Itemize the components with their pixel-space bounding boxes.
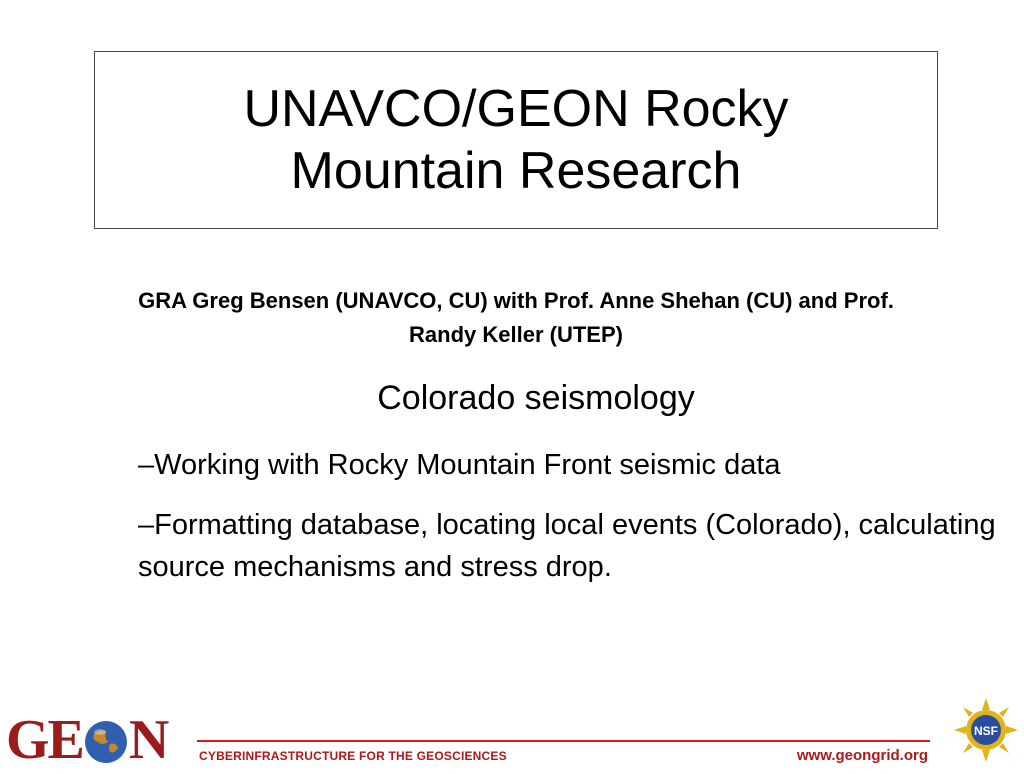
credit-line: GRA Greg Bensen (UNAVCO, CU) with Prof. Anne Shehan (CU) and Prof. Randy Keller (UTEP) [138,288,894,347]
globe-icon [84,718,128,762]
geon-logo [6,709,168,771]
nsf-label: NSF [974,724,998,738]
bullet-list [138,444,998,606]
footer-tagline: CYBERINFRASTRUCTURE FOR THE GEOSCIENCES [199,749,507,763]
title-box [94,51,938,229]
nsf-seal-icon [954,698,1018,762]
slide-title: UNAVCO/GEON Rocky Mountain Research [243,80,789,200]
geon-logo-left: GE [6,709,83,771]
geon-logo-right: N [128,709,168,771]
footer-divider [197,740,930,742]
topic-heading: Colorado seismology [377,379,695,417]
bullet-item: –Working with Rocky Mountain Front seismic data [138,449,781,481]
bullet-item: –Formatting database, locating local events (Colorado), calculating source mechanisms and stress drop. [138,509,996,583]
footer-url[interactable]: www.geongrid.org [796,747,928,764]
